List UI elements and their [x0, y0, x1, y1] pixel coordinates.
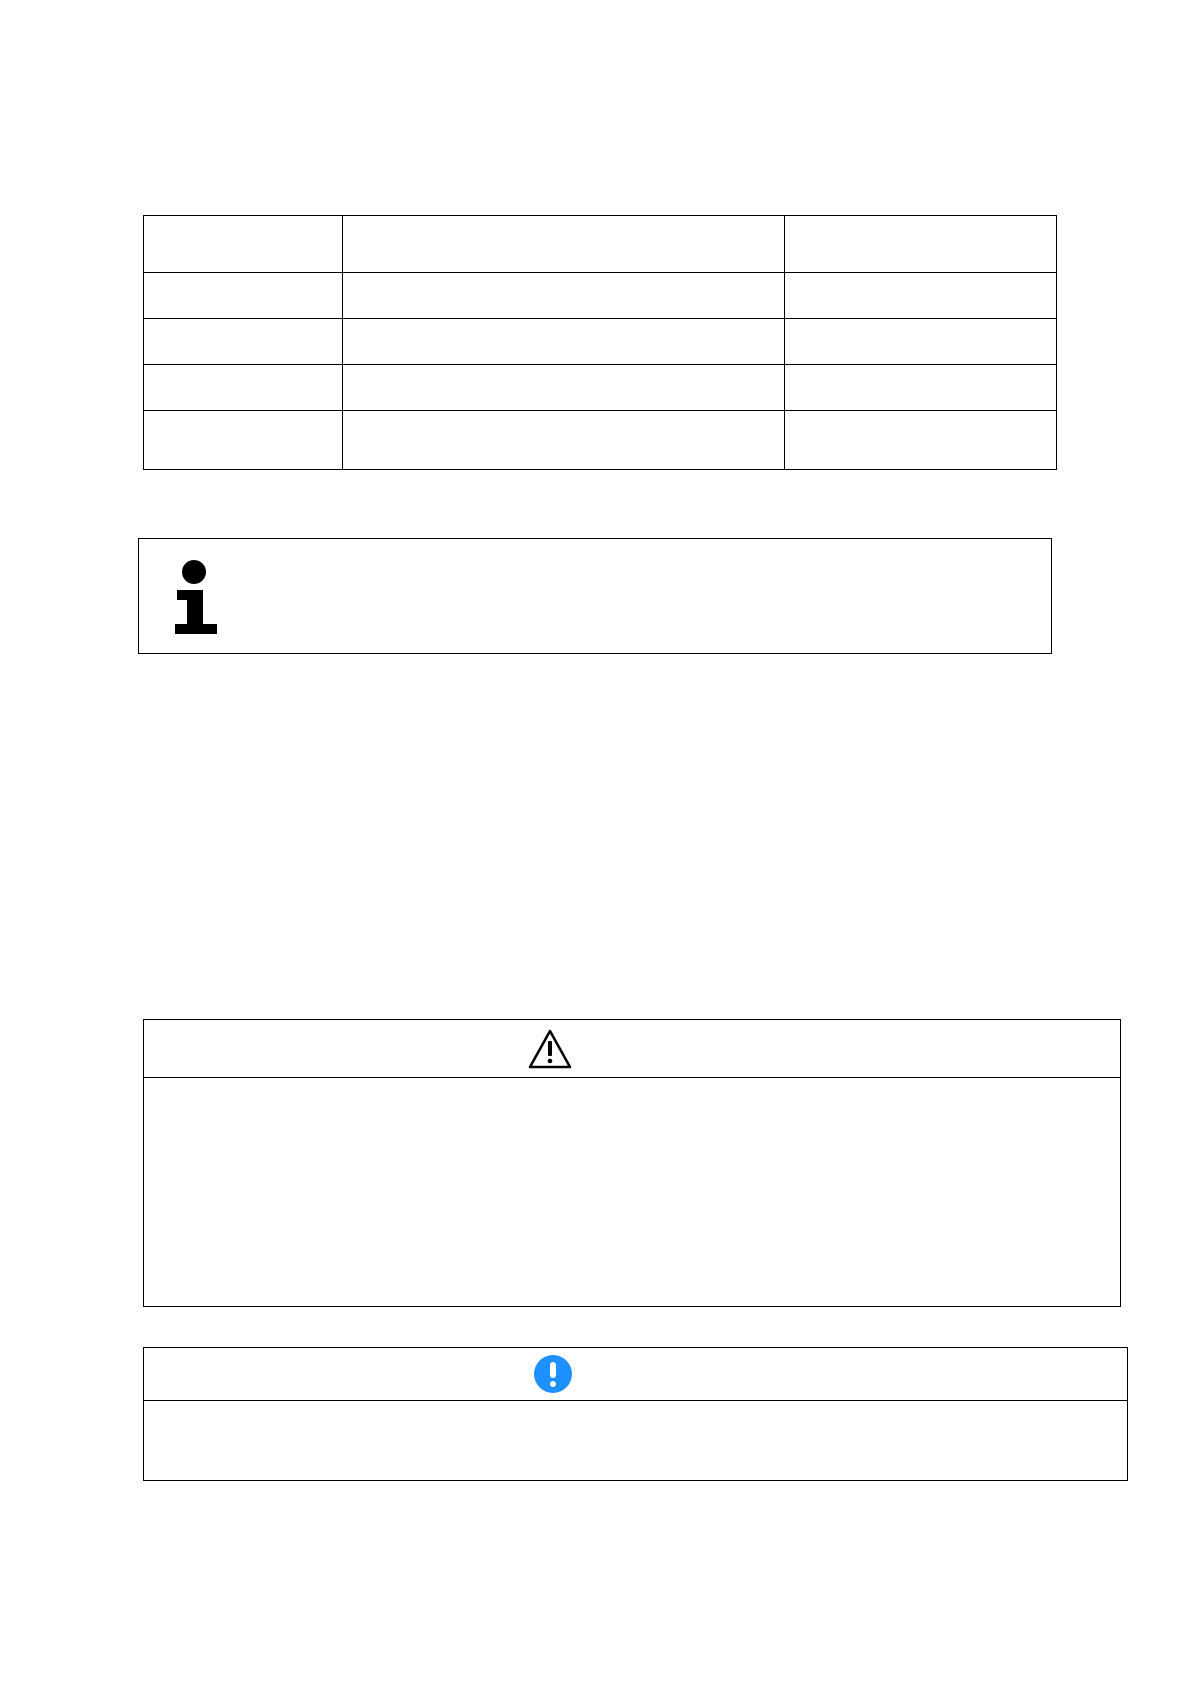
table-row — [144, 411, 1057, 470]
info-note — [138, 538, 1052, 654]
table-cell — [343, 216, 785, 273]
spec-table — [143, 215, 1057, 470]
table-cell — [343, 365, 785, 411]
table-cell — [144, 319, 343, 365]
table-cell — [343, 273, 785, 319]
exclamation-circle-icon — [533, 1354, 573, 1394]
warning-box — [143, 1019, 1121, 1307]
table-cell — [785, 319, 1057, 365]
warning-text — [144, 1078, 1120, 1106]
table-cell — [343, 319, 785, 365]
table-row — [144, 319, 1057, 365]
table-cell — [785, 411, 1057, 470]
table-row — [144, 216, 1057, 273]
warning-triangle-icon — [527, 1028, 573, 1070]
table-cell — [785, 273, 1057, 319]
table-cell — [144, 365, 343, 411]
table-cell — [785, 216, 1057, 273]
caution-header — [144, 1348, 1127, 1401]
caution-box — [143, 1347, 1128, 1481]
info-icon — [173, 560, 219, 634]
table-cell — [343, 411, 785, 470]
table-row — [144, 365, 1057, 411]
table-cell — [144, 216, 343, 273]
table-cell — [785, 365, 1057, 411]
caution-text — [144, 1401, 1127, 1429]
table-row — [144, 273, 1057, 319]
table-cell — [144, 411, 343, 470]
table-cell — [144, 273, 343, 319]
warning-header — [144, 1020, 1120, 1078]
